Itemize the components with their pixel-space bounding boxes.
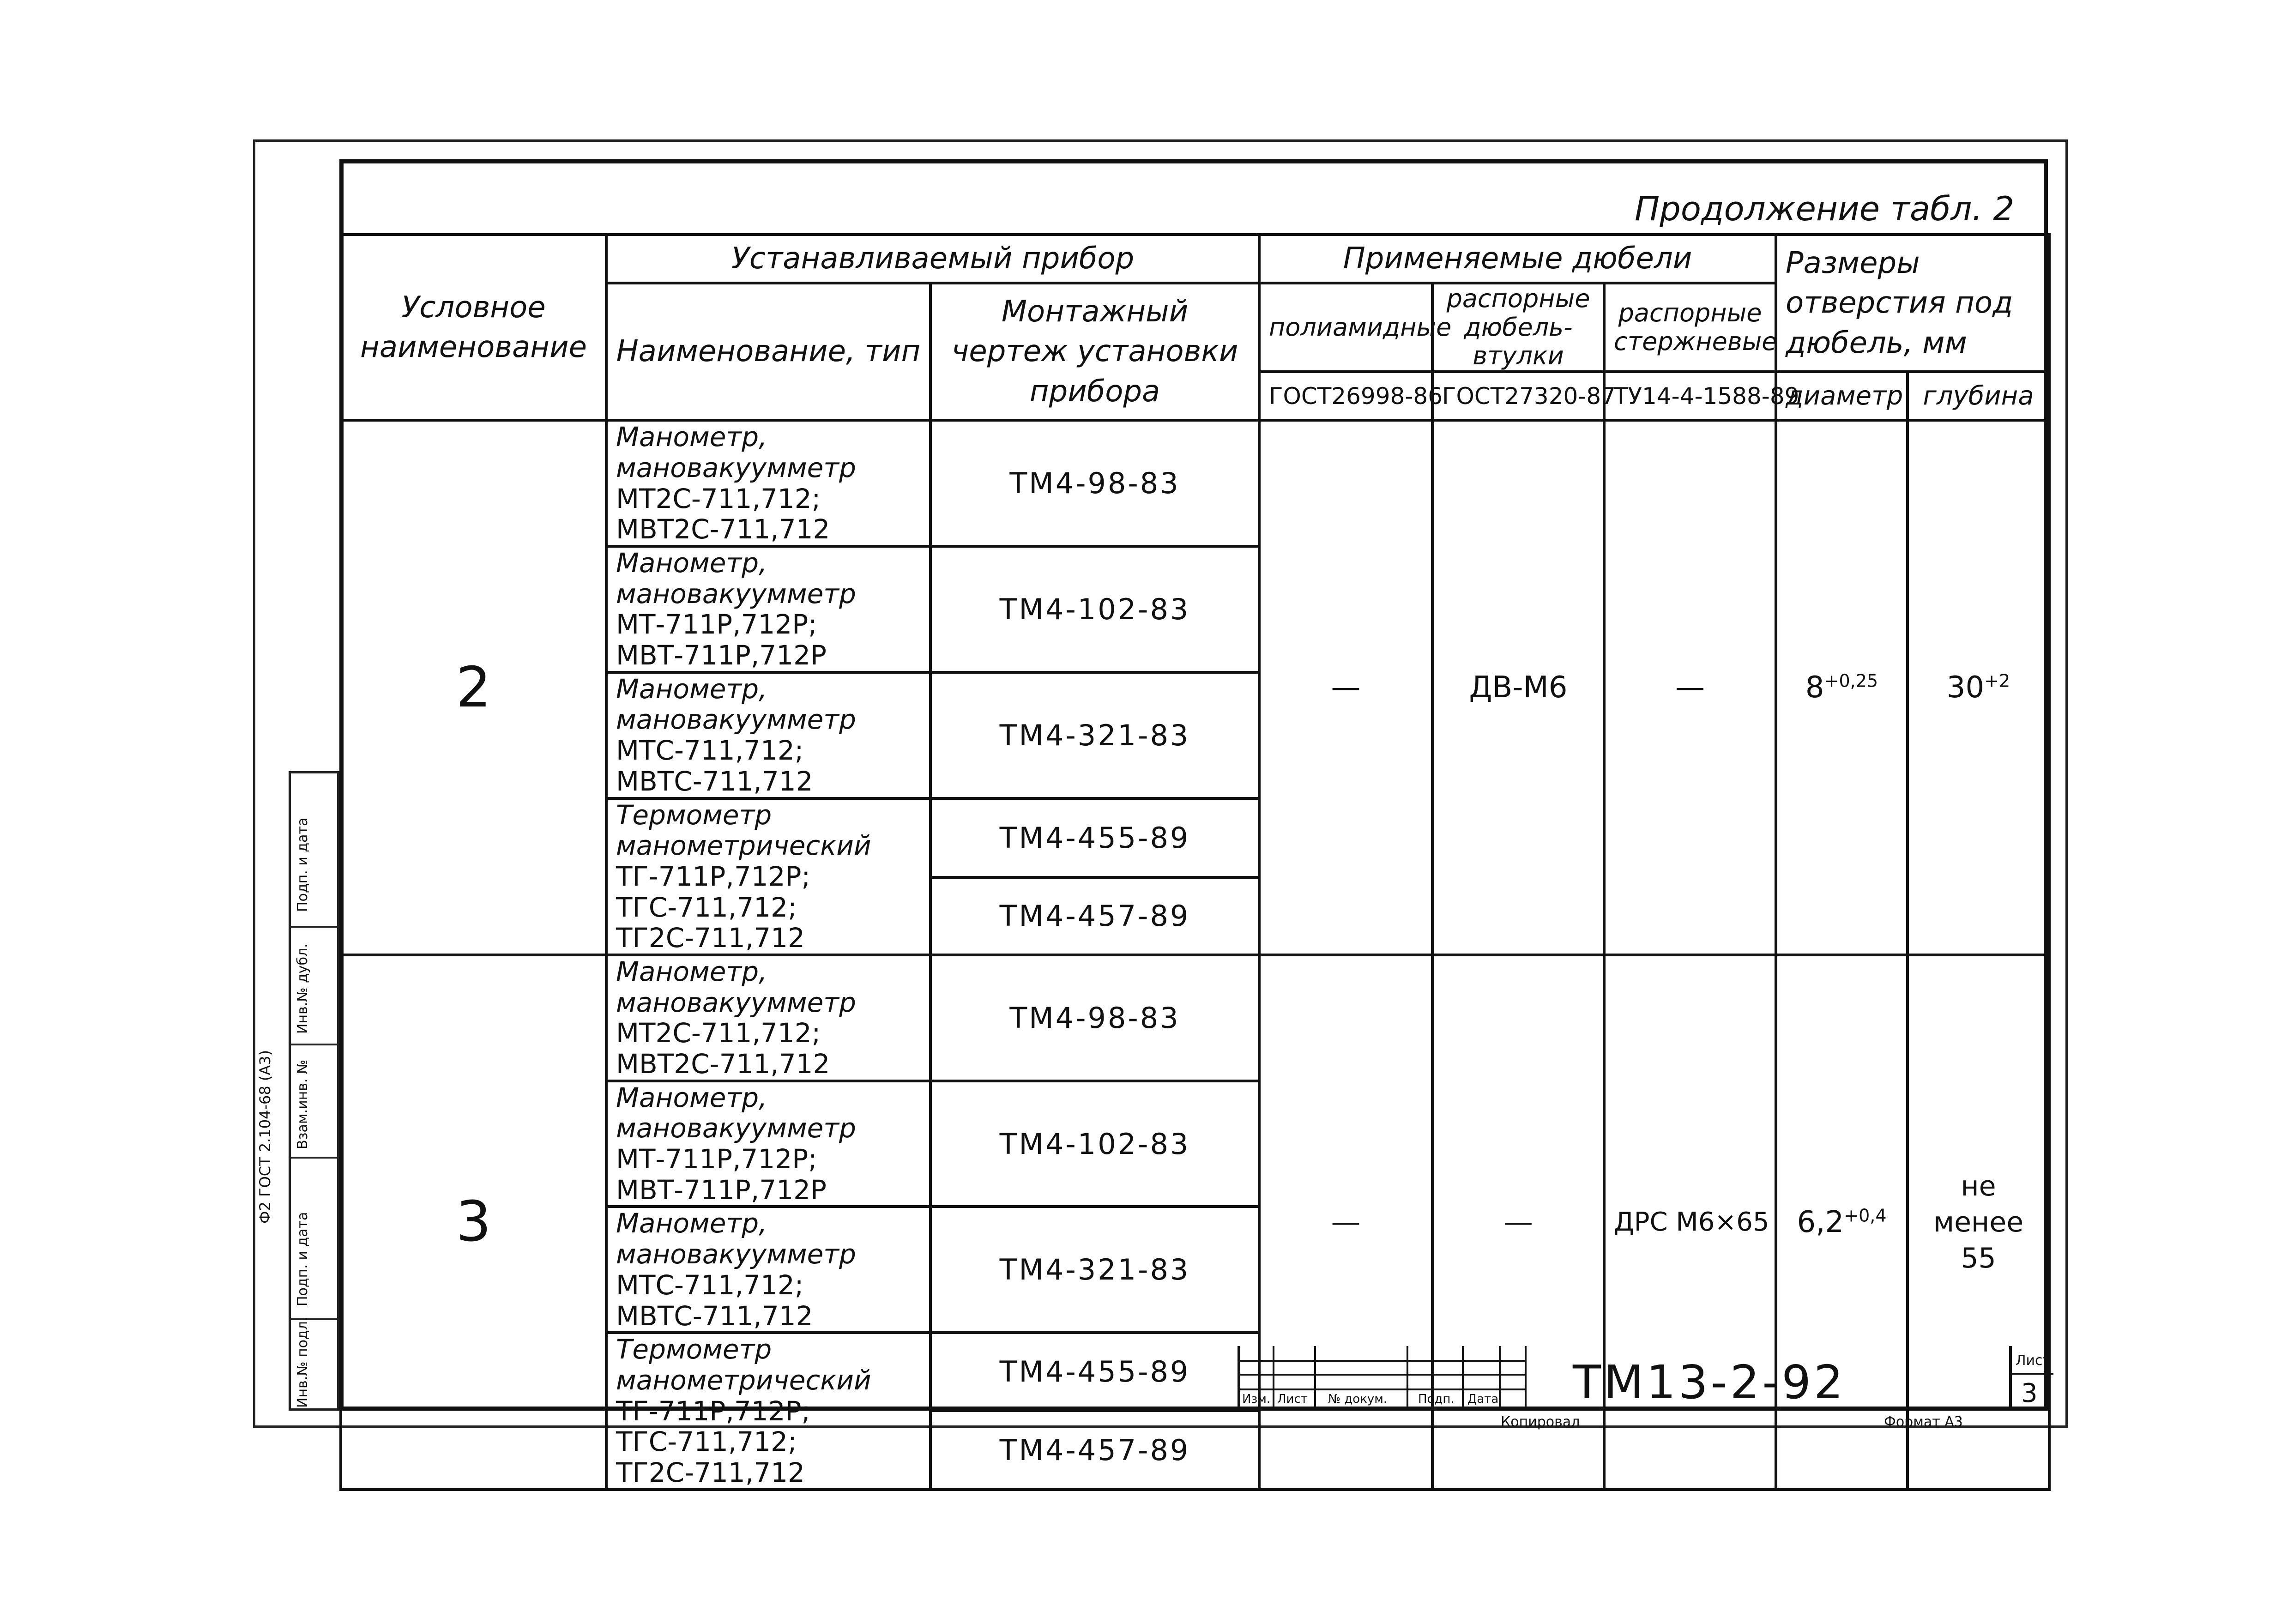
device-name: Термометр манометрический [616,799,871,862]
hole-diameter [1776,420,1908,955]
header-tu: ТУ14-4-1588-89 [1604,372,1776,420]
header-gost-1: ГОСТ26998-86 [1259,372,1432,420]
group-label: 2 [341,420,606,955]
header-device-name: Наименование, тип [606,283,930,420]
diameter-value: 8 [1805,670,1824,705]
header-cond-name: Условное наименование [341,235,606,420]
drawing-number: ТМ4-98-83 [930,955,1259,1081]
device-type: ТГ-711Р,712Р; ТГС-711,712; ТГ2С-711,712 [616,1395,811,1488]
depth-tolerance: +2 [1984,670,2010,691]
drawing-number: ТМ4-457-89 [930,877,1259,955]
header-diameter: диаметр [1776,372,1908,420]
device-cell [606,1333,930,1489]
sleeve-dowel: ДВ-М6 [1432,420,1604,955]
device-type: МТ2С-711,712; МВТ2С-711,712 [616,1017,830,1080]
diameter-tolerance: +0,25 [1824,670,1878,691]
header-spacer-rod: распорные стержневые [1604,283,1776,372]
col-sheet: Лист [1277,1392,1308,1406]
drawing-number: ТМ4-321-83 [930,1207,1259,1333]
table-caption: Продолжение табл. 2 [1635,189,2015,228]
col-change: Изм. [1242,1392,1271,1406]
document-code: ТМ13-2-92 [1573,1355,1846,1409]
margin-label-sign-date: Подп. и дата [295,817,311,912]
header-depth: глубина [1908,372,2049,420]
device-cell [606,955,930,1081]
drawing-number: ТМ4-321-83 [930,672,1259,798]
equipment-table [339,233,2051,1491]
device-cell [606,1081,930,1207]
hole-depth [1908,420,2049,955]
header-hole-sizes: Размеры отверстия под дюбель, мм [1776,235,2049,372]
margin-label-replace-inv: Взам.инв. № [295,1059,311,1149]
device-type: МТС-711,712; МВТС-711,712 [616,735,813,797]
col-date: Дата [1467,1392,1499,1406]
sleeve-dowel: — [1432,955,1604,1490]
polyamide-dowel: — [1259,955,1432,1490]
device-name: Манометр, мановакуумметр [616,1207,856,1270]
device-type: МТ2С-711,712; МВТ2С-711,712 [616,483,830,545]
title-block [1238,1346,2051,1411]
polyamide-dowel: — [1259,420,1432,955]
header-spacer-sleeve: распорные дюбель-втулки [1432,283,1604,372]
hole-depth: не менее 55 [1908,955,2049,1490]
sheet-box [2009,1346,2053,1411]
col-doc: № докум. [1328,1392,1388,1406]
device-type: МТС-711,712; МВТС-711,712 [616,1269,813,1332]
drawing-number: ТМ4-455-89 [930,1333,1259,1411]
device-name: Манометр, мановакуумметр [616,421,856,483]
copied-label: Копировал [1501,1414,1580,1430]
device-type: ТГ-711Р,712Р; ТГС-711,712; ТГ2С-711,712 [616,860,811,954]
margin-label-inv-dup: Инв.№ дубл. [295,943,311,1034]
drawing-number: ТМ4-98-83 [930,420,1259,546]
device-cell [606,1207,930,1333]
header-installed-device: Устанавливаемый прибор [606,235,1259,283]
margin-label-inv-orig: Инв.№ подл. [295,1316,311,1408]
sheet-number: 3 [2021,1378,2038,1408]
drawing-number: ТМ4-102-83 [930,546,1259,672]
device-type: МТ-711Р,712Р; МВТ-711Р,712Р [616,1143,827,1206]
diameter-tolerance: +0,4 [1844,1205,1887,1226]
device-cell [606,546,930,672]
device-name: Манометр, мановакуумметр [616,673,856,736]
revision-grid [1240,1346,1527,1411]
drawing-number: ТМ4-457-89 [930,1411,1259,1489]
device-name: Манометр, мановакуумметр [616,955,856,1018]
device-name: Термометр манометрический [616,1334,871,1396]
device-cell [606,672,930,798]
header-gost-2: ГОСТ27320-87 [1432,372,1604,420]
rod-dowel: ДРС М6×65 [1604,955,1776,1490]
header-mount-drawing: Монтажный чертеж установки прибора [930,283,1259,420]
drawing-number: ТМ4-102-83 [930,1081,1259,1207]
margin-label-sign-date-2: Подп. и дата [295,1212,311,1306]
depth-value: 30 [1946,670,1985,705]
margin-stamp [289,771,339,1411]
device-name: Манометр, мановакуумметр [616,547,856,610]
sheet-label: Лист [2016,1352,2051,1369]
device-cell [606,798,930,955]
rod-dowel: — [1604,420,1776,955]
device-type: МТ-711Р,712Р; МВТ-711Р,712Р [616,609,827,671]
format-label: Формат А3 [1884,1414,1963,1430]
diameter-value: 6,2 [1797,1205,1844,1239]
group-label: 3 [341,955,606,1490]
drawing-number: ТМ4-455-89 [930,798,1259,877]
device-cell [606,420,930,546]
col-sign: Подп. [1418,1392,1455,1406]
header-polyamide: полиамидные [1259,283,1432,372]
form-code: Ф2 ГОСТ 2.104-68 (А3) [256,1050,274,1224]
device-name: Манометр, мановакуумметр [616,1081,856,1144]
header-dowels: Применяемые дюбели [1259,235,1776,283]
